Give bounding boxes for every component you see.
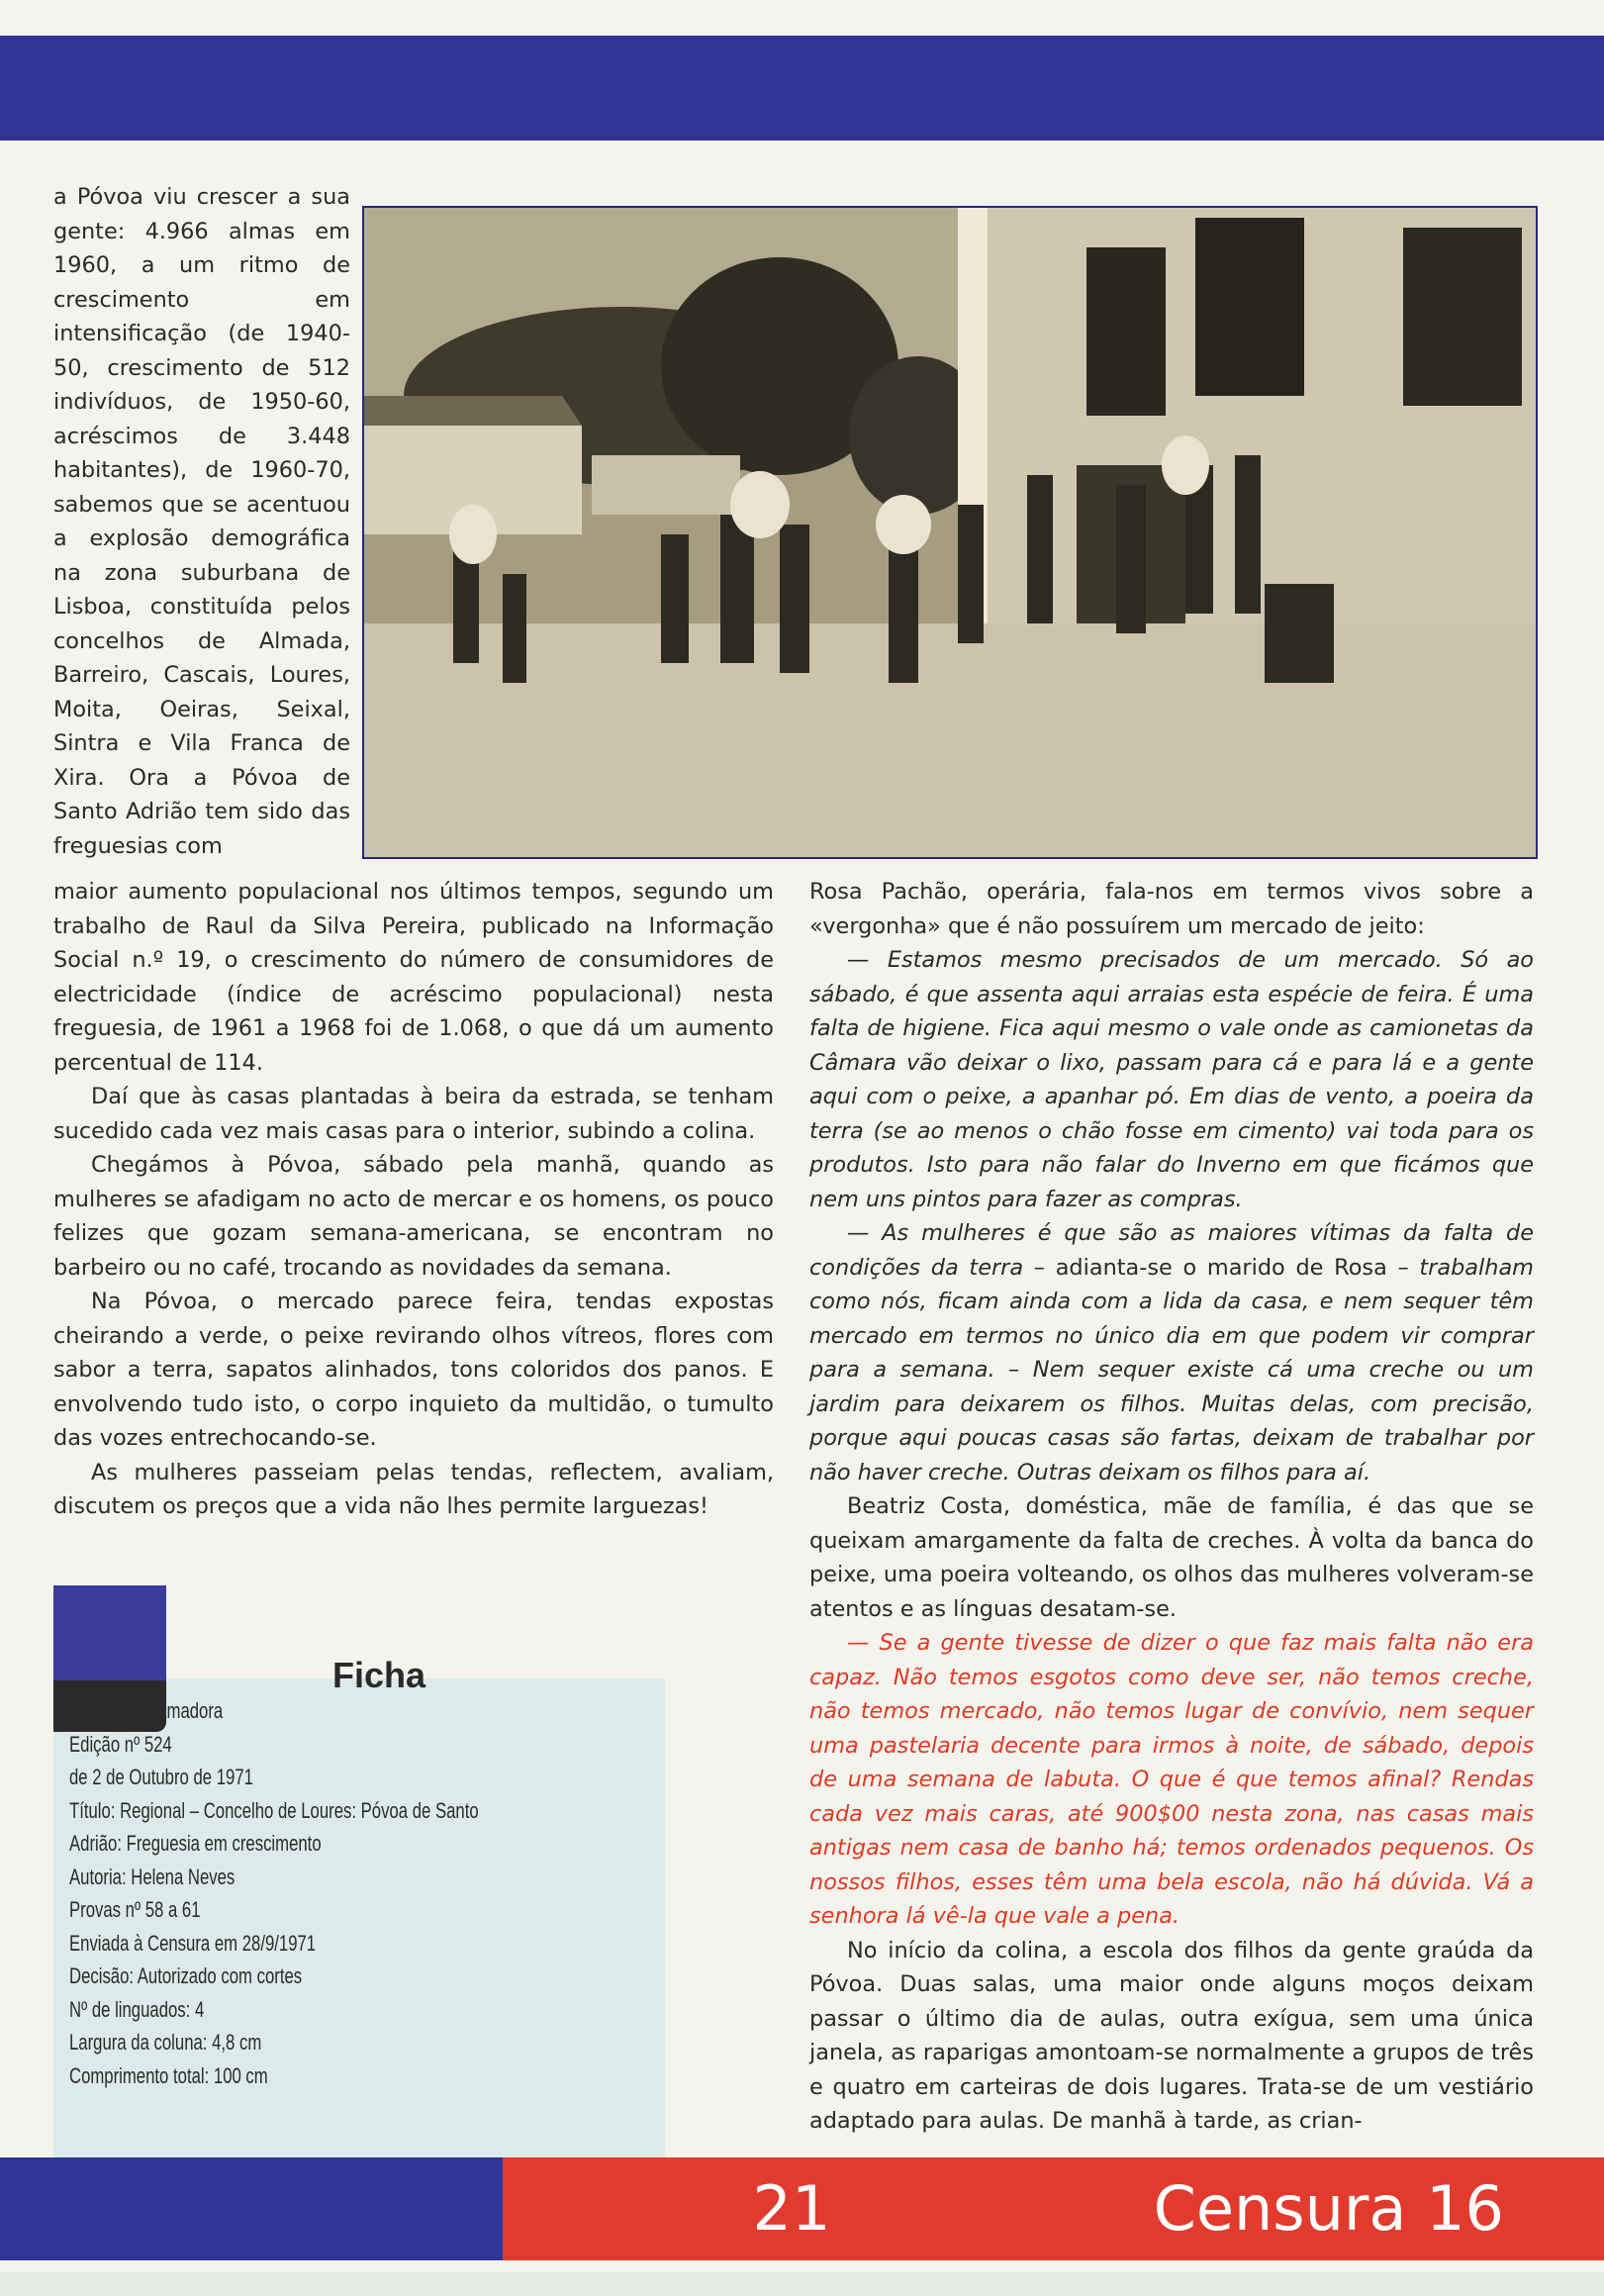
page-number: 21 bbox=[752, 2172, 831, 2245]
ficha-line: Provas nº 58 a 61 bbox=[69, 1897, 201, 1922]
article-left-column bbox=[53, 875, 774, 1524]
ficha-line: Autoria: Helena Neves bbox=[69, 1864, 236, 1889]
street-market-photo bbox=[362, 206, 1538, 859]
article-paragraph: Rosa Pachão, operária, fala-nos em termos vivos sobre a «vergonha» que é não possuírem um mercado de jeito: bbox=[809, 879, 1534, 939]
ficha-title: Ficha bbox=[332, 1655, 426, 1695]
ficha-line: Largura da coluna: 4,8 cm bbox=[69, 2030, 262, 2055]
photo-illustration bbox=[364, 208, 1536, 857]
magazine-title: Censura 16 bbox=[1153, 2172, 1504, 2245]
quote-attribution: – adianta-se o marido de Rosa – bbox=[1023, 1254, 1420, 1281]
ficha-details bbox=[69, 1694, 520, 2092]
highlighted-quote: — Se a gente tivesse de dizer o que faz mais falta não era capaz. Não temos esgotos como deve ser, não temos creche, não temos mercado, não temos lugar de convívio, nem sequer uma pastelaria decente para irmos à noite, de sábado, depois de uma semana de labuta. O que é que temos afinal? Rendas cada vez mais caras, até 900$00 nesta zona, nas casas mais antigas nem casa de banho há; temos ordenados pequenos. Os nossos filhos, esses têm uma bela escola, não há dúvida. Vá a senhora lá vê-la que vale a pena. bbox=[809, 1630, 1534, 1929]
ficha-line: Adrião: Freguesia em crescimento bbox=[69, 1831, 322, 1856]
article-paragraph: Chegámos à Póvoa, sábado pela manhã, quando as mulheres se afadigam no acto de mercar e os homens, os pouco felizes que gozam semana-americana, se encontram no barbeiro ou no café, trocando as novidades da semana. bbox=[53, 1152, 774, 1281]
interview-quote: — Estamos mesmo precisados de um mercado. Só ao sábado, é que assenta aqui arraias esta espécie de feira. É uma falta de higiene. Fica aqui mesmo o vale onde as camionetas da Câmara vão deixar o lixo, passam para cá e para lá e a gente aqui com o peixe, a apanhar pó. Em dias de vento, a poeira da terra (se ao menos o chão fosse em cimento) vai toda para os produtos. Isto para não falar do Inverno em que ficámos que nem uns pintos para fazer as compras. bbox=[809, 947, 1534, 1212]
ficha-line: Notícias da Amadora bbox=[69, 1698, 224, 1723]
article-paragraph: Na Póvoa, o mercado parece feira, tendas expostas cheirando a verde, o peixe revirando olhos vítreos, flores com sabor a terra, sapatos alinhados, tons coloridos dos panos. E envolvendo tudo isto, o corpo inquieto da multidão, o tumulto das vozes entrechocando-se. bbox=[53, 1289, 774, 1451]
article-paragraph: No início da colina, a escola dos filhos da gente graúda da Póvoa. Duas salas, uma maior onde alguns moços deixam passar o último dia de aulas, outra exígua, sem uma única janela, as raparigas amontoam-se normalmente a grupos de três e quatro em carteiras de dois lugares. Trata-se de um vestiário adaptado para aulas. De manhã à tarde, as crian- bbox=[809, 1937, 1534, 2134]
article-right-column bbox=[809, 875, 1534, 2139]
ficha-line: Enviada à Censura em 28/9/1971 bbox=[69, 1930, 317, 1956]
article-text-wrap-column bbox=[53, 180, 350, 863]
article-paragraph: maior aumento populacional nos últimos tempos, segundo um trabalho de Raul da Silva Pereira, publicado na Informação Social n.º 19, o crescimento do número de consumidores de electricidade (índice de acréscimo populacional) nesta freguesia, de 1961 a 1968 foi de 1.068, o que dá um aumento percentual de 114. bbox=[53, 879, 774, 1076]
ficha-line: Comprimento total: 100 cm bbox=[69, 2062, 268, 2088]
article-paragraph: Daí que às casas plantadas à beira da estrada, se tenham sucedido cada vez mais casas para o interior, subindo a colina. bbox=[53, 1084, 774, 1144]
top-color-band bbox=[0, 36, 1604, 141]
ficha-line: Edição nº 524 bbox=[69, 1731, 172, 1757]
ficha-line: Título: Regional – Concelho de Loures: Póvoa de Santo bbox=[69, 1797, 479, 1823]
ficha-marker-blue bbox=[53, 1585, 166, 1680]
bottom-strip bbox=[0, 2272, 1604, 2296]
footer-blue-band bbox=[0, 2157, 503, 2260]
article-paragraph: Beatriz Costa, doméstica, mãe de família, é das que se queixam amargamente da falta de creches. À volta da banca do peixe, uma poeira volteando, os olhos das mulheres volveram-se atentos e as línguas desatam-se. bbox=[809, 1493, 1534, 1622]
ficha-line: Decisão: Autorizado com cortes bbox=[69, 1963, 303, 1988]
ficha-line: de 2 de Outubro de 1971 bbox=[69, 1765, 253, 1789]
article-paragraph: a Póvoa viu crescer a sua gente: 4.966 almas em 1960, a um ritmo de crescimento em intensificação (de 1940-50, crescimento de 512 indivíduos, de 1950-60, acréscimos de 3.448 habitantes), de 1960-70, sabemos que se acentuou a explosão demográfica na zona suburbana de Lisboa, constituída pelos concelhos de Almada, Barreiro, Cascais, Loures, Moita, Oeiras, Seixal, Sintra e Vila Franca de Xira. Ora a Póvoa de Santo Adrião tem sido das freguesias com bbox=[53, 184, 350, 859]
article-paragraph: As mulheres passeiam pelas tendas, reflectem, avaliam, discutem os preços que a vida não lhes permite larguezas! bbox=[53, 1459, 774, 1519]
ficha-line: Nº de linguados: 4 bbox=[69, 1996, 205, 2022]
quote-segment: trabalham como nós, ficam ainda com a lida da casa, e nem sequer têm mercado em termos no único dia em que podem vir comprar para a semana. – Nem sequer existe cá uma creche ou um jardim para deixarem os filhos. Muitas delas, com precisão, porque aqui poucas casas são fartas, deixam de trabalhar por não haver creche. Outras deixam os filhos para aí. bbox=[809, 1254, 1534, 1485]
interview-quote bbox=[809, 1216, 1534, 1489]
quote-segment: — As mulheres é que são as maiores vítimas da falta de condições da terra bbox=[809, 1220, 1534, 1281]
